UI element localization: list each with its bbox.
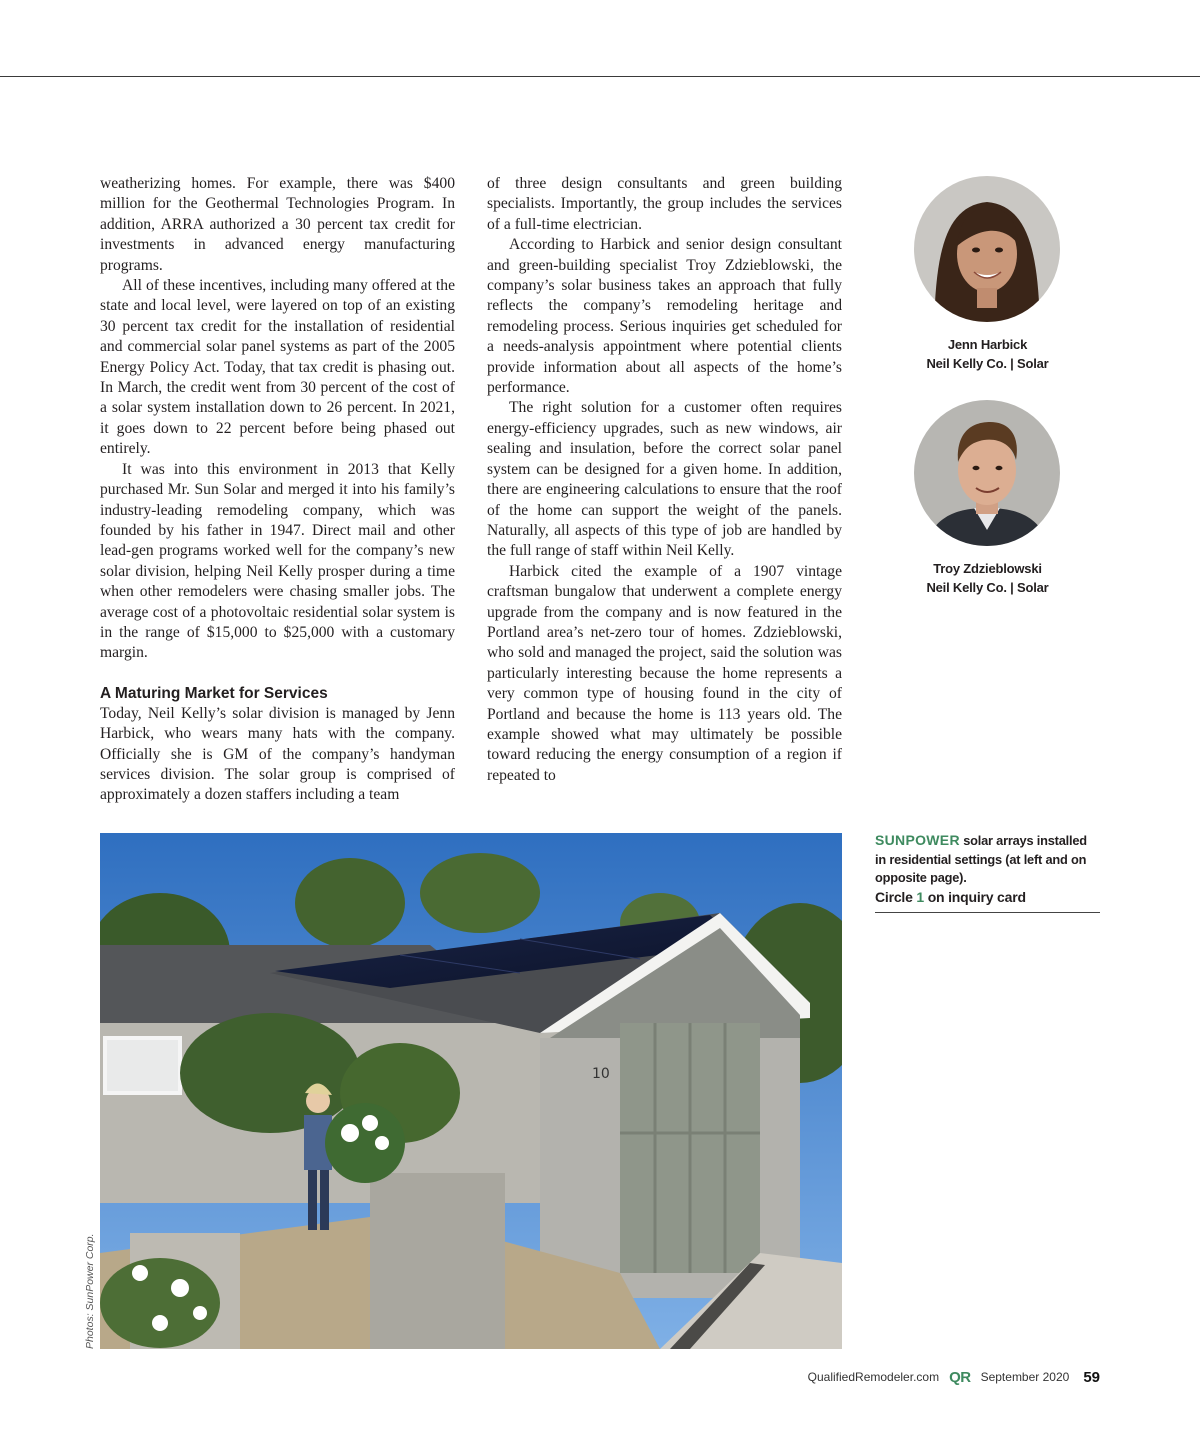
woman-portrait-illustration	[914, 176, 1060, 322]
paragraph: According to Harbick and senior design consultant and green-building specialist Troy Zdzieblowski, the company’s solar business takes an approach that fully reflects the company’s remodeling heritage and remodeling process. Serious inquiries get scheduled for a needs-analysis appointment where potential clients provide information about all aspects of the home’s performance.	[487, 236, 842, 397]
footer-site: QualifiedRemodeler.com	[807, 1370, 940, 1384]
photo-credit: Photos: SunPower Corp.	[84, 1233, 96, 1349]
page-footer	[808, 1368, 1100, 1386]
paragraph: Harbick cited the example of a 1907 vintage craftsman bungalow that underwent a complete energy upgrade from the company and is now featured in the Portland area’s net-zero tour of homes. Zdzieblowski, who sold and managed the project, said the solution was particularly interesting because the home represents a very common type of housing found in the city of Portland and because the home is 113 years old. The example showed what may ultimately be possible toward reducing the energy consumption of a region if repeated to	[487, 562, 842, 784]
caption-text: solar arrays installed in residential settings (at left and on opposite page).	[875, 833, 1087, 885]
paragraph: All of these incentives, including many offered at the state and local level, were layered on top of an existing 30 percent tax credit for the installation of residential and commercial solar panel systems as part of the 2005 Energy Policy Act. Today, that tax credit is phasing out. In March, the credit went from 30 percent of the cost of a solar system installation down to 26 percent. In 2021, it goes down to 22 percent before being phased out entirely.	[100, 277, 455, 458]
portrait-caption	[880, 559, 1095, 597]
page-number: 59	[1083, 1368, 1100, 1386]
house-number: 10	[592, 1066, 610, 1082]
portrait-jenn-harbick	[914, 176, 1060, 322]
house-with-solar-panels-illustration	[100, 833, 842, 1349]
paragraph: It was into this environment in 2013 that Kelly purchased Mr. Sun Solar and merged it into his family’s industry-leading remodeling company, which was founded by his father in 1947. Direct mail and other lead-gen programs worked well for the company’s new solar division, helping Neil Kelly prosper during a time when other remodelers were chasing smaller jobs. The average cost of a photovoltaic residential solar system is in the range of $15,000 to $25,000 with a customary margin.	[100, 460, 455, 662]
person-name: Jenn Harbick	[947, 337, 1028, 352]
man-portrait-illustration	[914, 400, 1060, 546]
qr-logo: QR	[949, 1368, 971, 1386]
paragraph: The right solution for a customer often requires energy-efficiency upgrades, such as new windows, air sealing and insulation, before the correct solar panel system can be designed for a given home. In addition, there are engineering calculations to ensure that the roof of the home can support the weight of the panels. Naturally, all aspects of this type of job are handled by the full range of staff within Neil Kelly.	[487, 399, 842, 560]
portrait-caption	[880, 335, 1095, 373]
inquiry-card-line	[875, 888, 1100, 907]
paragraph: Today, Neil Kelly’s solar division is managed by Jenn Harbick, who wears many hats with the company. Officially she is GM of the company’s handyman services division. The solar group is comprised of approximately a dozen staffers including a team	[100, 704, 455, 804]
inquiry-number: 1	[916, 888, 924, 905]
circle-prefix: Circle	[875, 888, 917, 905]
top-rule	[0, 76, 1200, 77]
footer-issue: September 2020	[980, 1370, 1070, 1384]
person-name: Troy Zdzieblowski	[933, 561, 1042, 576]
brand-name: SUNPOWER	[875, 832, 960, 848]
article-column-right	[487, 174, 842, 786]
circle-suffix: on inquiry card	[924, 888, 1026, 905]
portrait-troy-zdzieblowski	[914, 400, 1060, 546]
paragraph: weatherizing homes. For example, there was $400 million for the Geothermal Technologies Program. In addition, ARRA authorized a 30 percent tax credit for investments in advanced energy manufacturing programs.	[100, 175, 455, 274]
paragraph: of three design consultants and green building specialists. Importantly, the group includes the services of a full-time electrician.	[487, 175, 842, 233]
solar-home-photo	[100, 833, 842, 1349]
section-subhead: A Maturing Market for Services	[100, 684, 328, 702]
person-org: Neil Kelly Co. | Solar	[926, 580, 1049, 595]
caption-rule	[875, 912, 1100, 913]
product-caption	[875, 831, 1100, 906]
article-column-left	[100, 174, 455, 806]
person-org: Neil Kelly Co. | Solar	[926, 356, 1049, 371]
